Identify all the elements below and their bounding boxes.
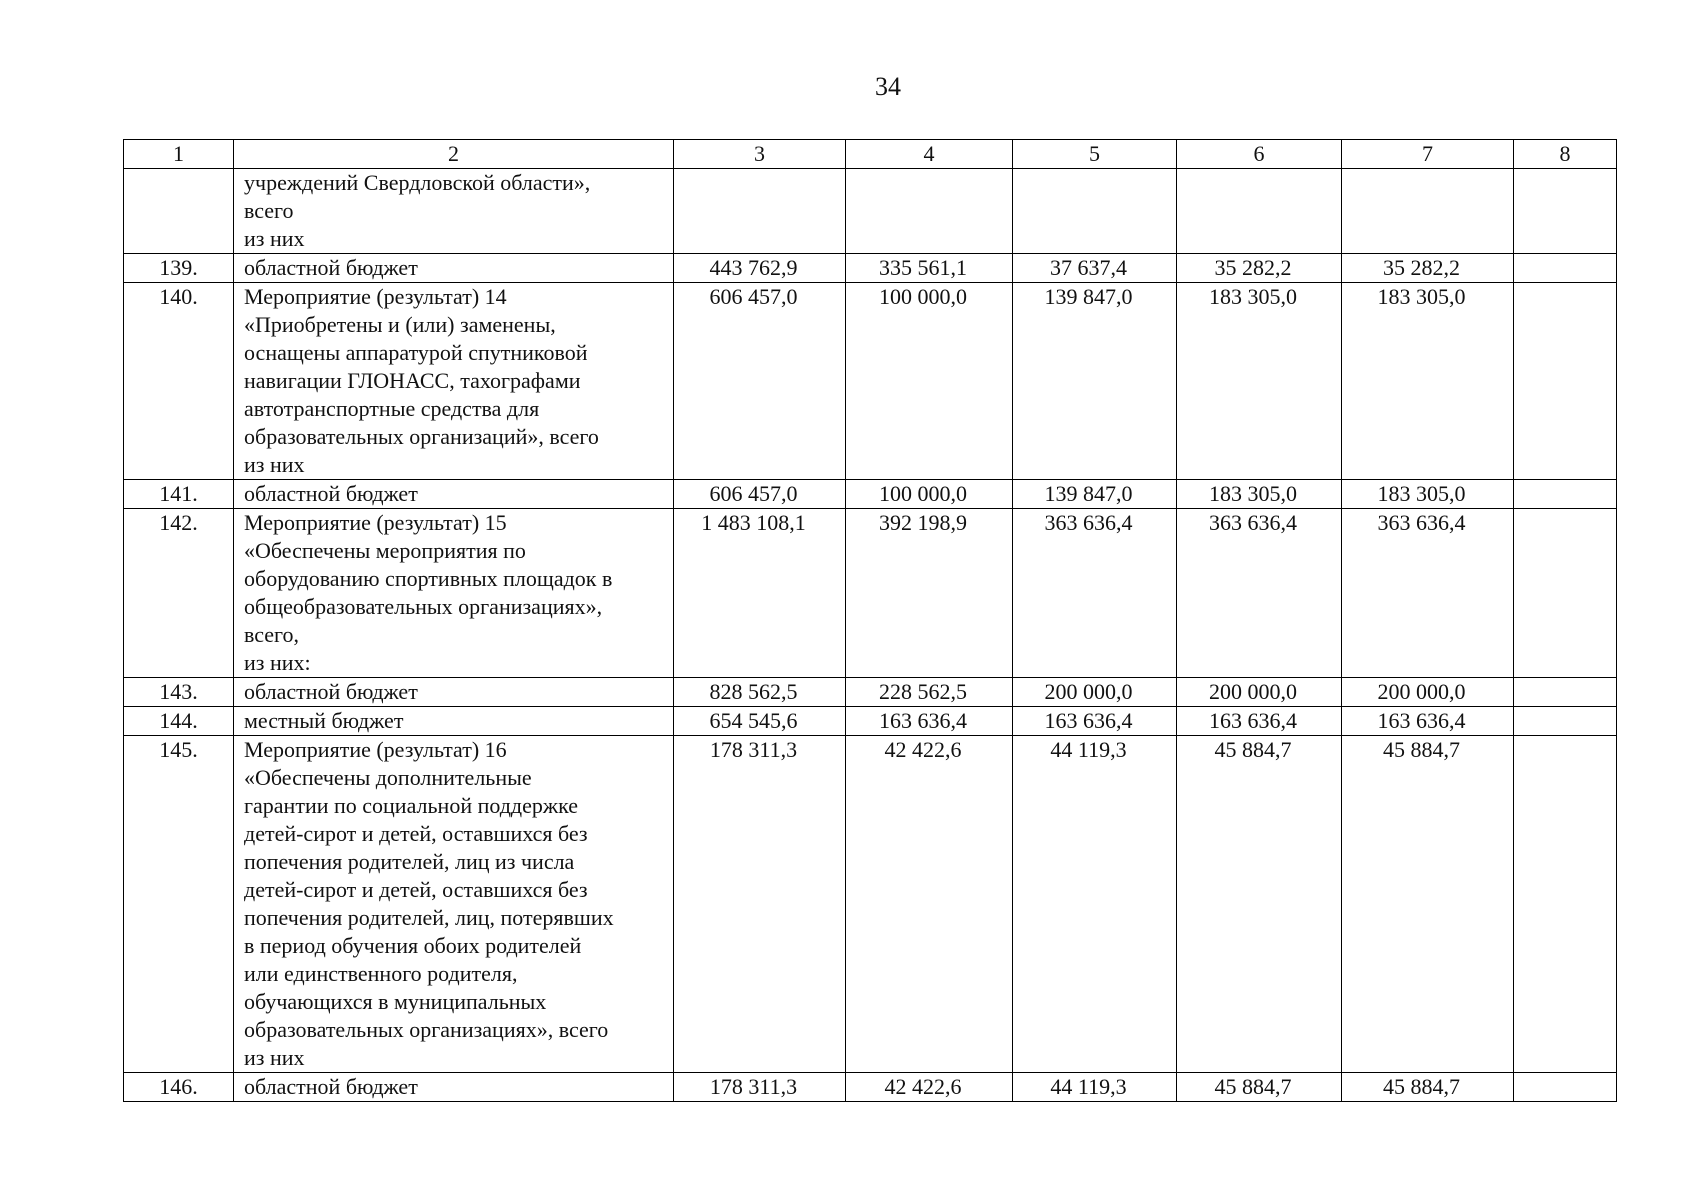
row-description-cell: областной бюджет (234, 254, 674, 283)
value-cell-8 (1514, 254, 1617, 283)
value-cell-8 (1514, 678, 1617, 707)
value-cell-7: 183 305,0 (1342, 480, 1514, 509)
value-cell-5: 163 636,4 (1013, 707, 1177, 736)
value-cell-3: 178 311,3 (674, 1073, 846, 1102)
row-description-cell: Мероприятие (результат) 15 «Обеспечены мероприятия по оборудованию спортивных площадок в общеобразовательных организациях», всего, из них: (234, 509, 674, 678)
table-row (124, 283, 1617, 480)
value-cell-6: 183 305,0 (1177, 283, 1342, 480)
value-cell-8 (1514, 169, 1617, 254)
column-header: 5 (1013, 140, 1177, 169)
table-row (124, 736, 1617, 1073)
value-cell-7: 45 884,7 (1342, 1073, 1514, 1102)
column-header: 8 (1514, 140, 1617, 169)
value-cell-3 (674, 169, 846, 254)
value-cell-5: 363 636,4 (1013, 509, 1177, 678)
value-cell-8 (1514, 283, 1617, 480)
table-row (124, 678, 1617, 707)
row-number-cell: 144. (124, 707, 234, 736)
row-number-cell: 143. (124, 678, 234, 707)
value-cell-5 (1013, 169, 1177, 254)
row-description-cell: Мероприятие (результат) 14 «Приобретены и (или) заменены, оснащены аппаратурой спутниковой навигации ГЛОНАСС, тахографами автотранспортные средства для образовательных организаций», всего из них (234, 283, 674, 480)
row-number-cell: 139. (124, 254, 234, 283)
row-number-cell (124, 169, 234, 254)
page-number: 34 (875, 72, 901, 101)
table-row (124, 1073, 1617, 1102)
row-description-cell: областной бюджет (234, 678, 674, 707)
value-cell-3: 654 545,6 (674, 707, 846, 736)
value-cell-5: 37 637,4 (1013, 254, 1177, 283)
value-cell-3: 443 762,9 (674, 254, 846, 283)
value-cell-7: 163 636,4 (1342, 707, 1514, 736)
value-cell-8 (1514, 1073, 1617, 1102)
row-description-cell: областной бюджет (234, 480, 674, 509)
row-number-cell: 142. (124, 509, 234, 678)
value-cell-3: 828 562,5 (674, 678, 846, 707)
budget-table (123, 139, 1617, 1102)
value-cell-8 (1514, 736, 1617, 1073)
value-cell-4: 42 422,6 (846, 736, 1013, 1073)
value-cell-7: 45 884,7 (1342, 736, 1514, 1073)
value-cell-5: 200 000,0 (1013, 678, 1177, 707)
value-cell-8 (1514, 480, 1617, 509)
value-cell-6: 183 305,0 (1177, 480, 1342, 509)
table-row (124, 707, 1617, 736)
value-cell-6 (1177, 169, 1342, 254)
row-description-cell: учреждений Свердловской области», всего из них (234, 169, 674, 254)
value-cell-5: 44 119,3 (1013, 736, 1177, 1073)
row-number-cell: 140. (124, 283, 234, 480)
row-description-cell: местный бюджет (234, 707, 674, 736)
value-cell-6: 200 000,0 (1177, 678, 1342, 707)
value-cell-3: 606 457,0 (674, 480, 846, 509)
table-row (124, 480, 1617, 509)
value-cell-7: 200 000,0 (1342, 678, 1514, 707)
value-cell-7: 183 305,0 (1342, 283, 1514, 480)
value-cell-8 (1514, 509, 1617, 678)
table-row (124, 169, 1617, 254)
value-cell-4: 163 636,4 (846, 707, 1013, 736)
value-cell-5: 44 119,3 (1013, 1073, 1177, 1102)
table-row (124, 254, 1617, 283)
value-cell-6: 363 636,4 (1177, 509, 1342, 678)
value-cell-6: 45 884,7 (1177, 736, 1342, 1073)
value-cell-3: 606 457,0 (674, 283, 846, 480)
column-header: 2 (234, 140, 674, 169)
value-cell-5: 139 847,0 (1013, 283, 1177, 480)
row-description-cell: Мероприятие (результат) 16 «Обеспечены дополнительные гарантии по социальной поддержке детей-сирот и детей, оставшихся без попечения родителей, лиц из числа детей-сирот и детей, оставшихся без попечения родителей, лиц, потерявших в период обучения обоих родителей или единственного родителя, обучающихся в муниципальных образовательных организациях», всего из них (234, 736, 674, 1073)
value-cell-7 (1342, 169, 1514, 254)
value-cell-7: 363 636,4 (1342, 509, 1514, 678)
value-cell-4: 42 422,6 (846, 1073, 1013, 1102)
value-cell-4: 392 198,9 (846, 509, 1013, 678)
value-cell-3: 178 311,3 (674, 736, 846, 1073)
value-cell-8 (1514, 707, 1617, 736)
value-cell-4: 100 000,0 (846, 283, 1013, 480)
value-cell-4: 228 562,5 (846, 678, 1013, 707)
table-row (124, 509, 1617, 678)
row-number-cell: 145. (124, 736, 234, 1073)
value-cell-7: 35 282,2 (1342, 254, 1514, 283)
column-header: 4 (846, 140, 1013, 169)
column-header: 6 (1177, 140, 1342, 169)
column-header: 7 (1342, 140, 1514, 169)
value-cell-6: 163 636,4 (1177, 707, 1342, 736)
row-description-cell: областной бюджет (234, 1073, 674, 1102)
value-cell-6: 45 884,7 (1177, 1073, 1342, 1102)
value-cell-4: 335 561,1 (846, 254, 1013, 283)
table-header-row (124, 140, 1617, 169)
value-cell-5: 139 847,0 (1013, 480, 1177, 509)
row-number-cell: 146. (124, 1073, 234, 1102)
value-cell-3: 1 483 108,1 (674, 509, 846, 678)
value-cell-6: 35 282,2 (1177, 254, 1342, 283)
value-cell-4: 100 000,0 (846, 480, 1013, 509)
column-header: 1 (124, 140, 234, 169)
value-cell-4 (846, 169, 1013, 254)
row-number-cell: 141. (124, 480, 234, 509)
column-header: 3 (674, 140, 846, 169)
